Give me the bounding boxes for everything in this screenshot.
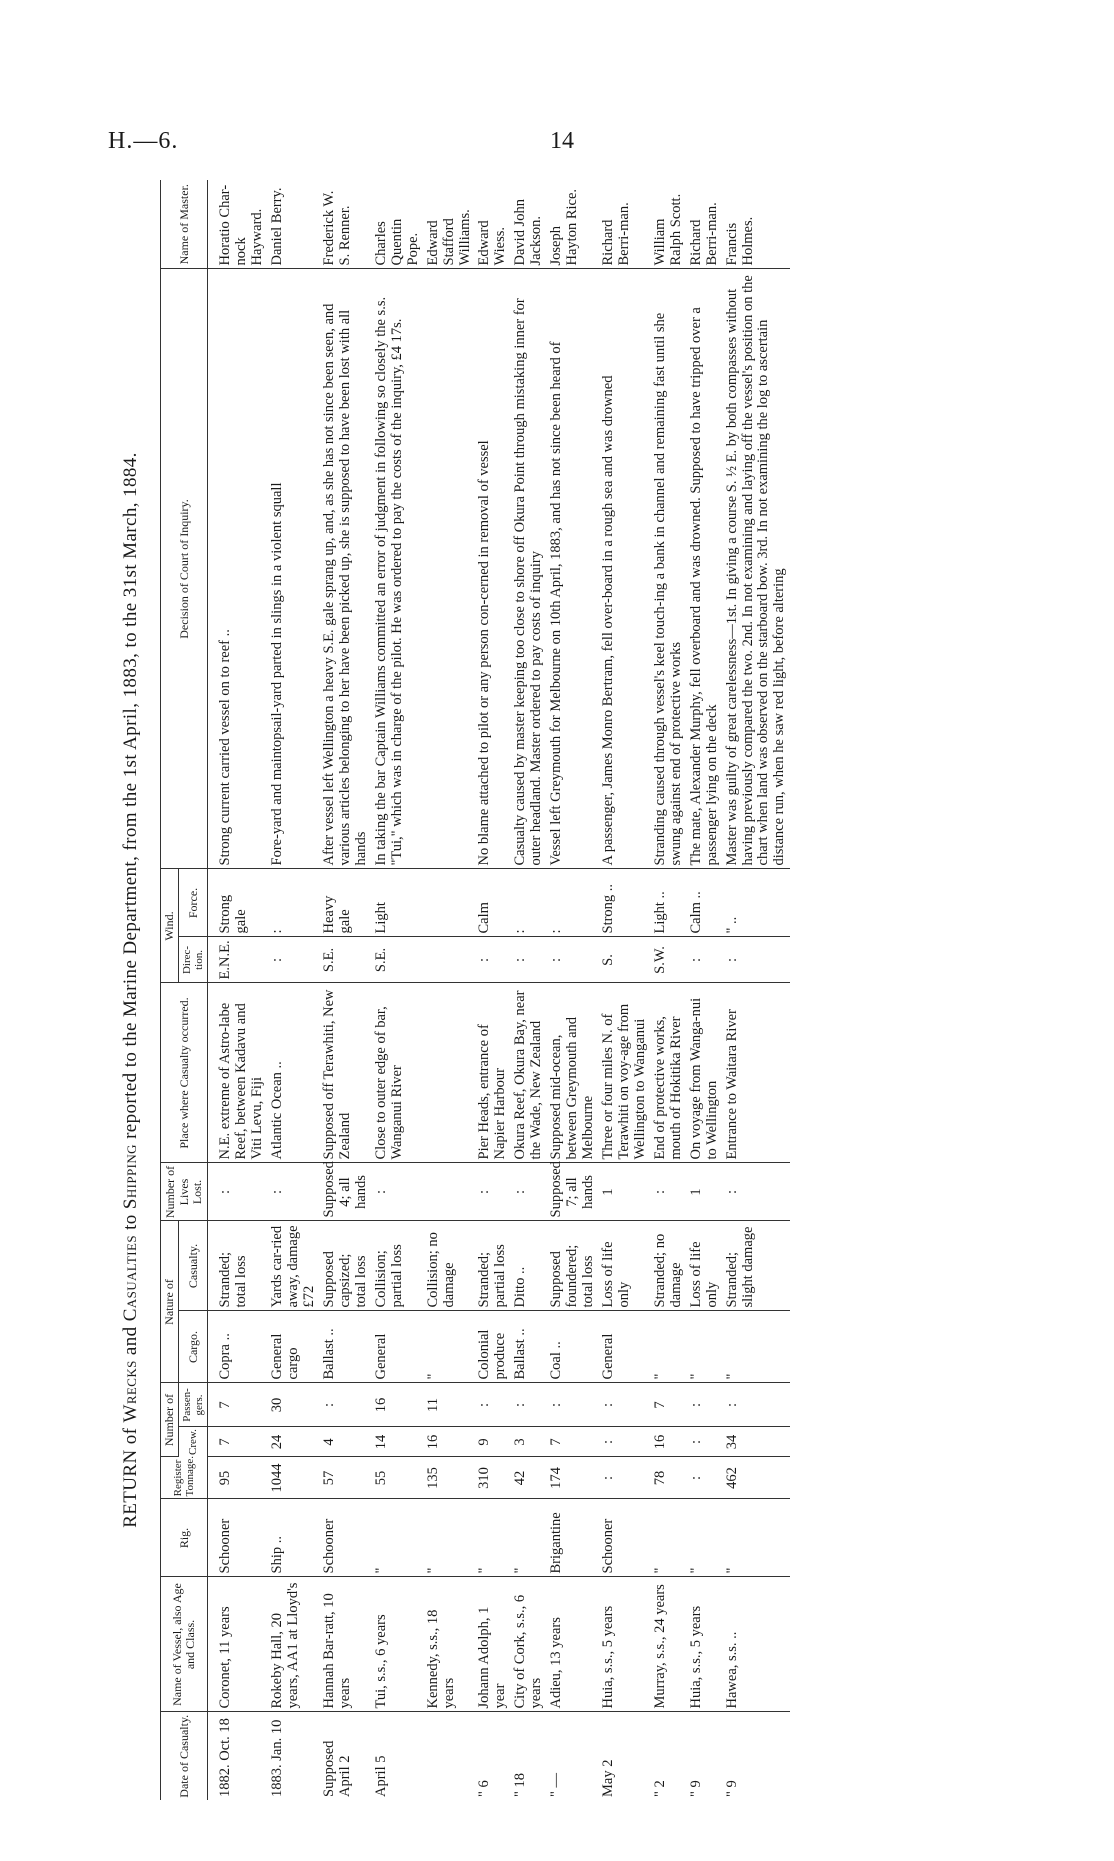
cell-date: 1882. Oct. 18: [217, 1718, 234, 1797]
cell-vessel: Rokeby Hall, 20 years, AA1 at Lloyd's: [268, 1577, 320, 1712]
cell-vessel: Murray, s.s., 24 years: [651, 1577, 687, 1712]
cell-passengers: :: [511, 1383, 547, 1427]
page-number: 14: [550, 128, 574, 154]
table-row: [687, 180, 723, 1800]
table-row: [475, 180, 511, 1800]
cell-tonnage: 78: [651, 1457, 687, 1499]
cell-master: Richard Berri-man.: [599, 180, 651, 269]
col-force: Force.: [179, 869, 208, 937]
cell-force: Strong gale: [208, 869, 268, 937]
cell-casualty: Stranded; partial loss: [475, 1221, 511, 1311]
cell-direction: :: [268, 937, 320, 983]
cell-vessel: Johann Adolph, 1 year: [475, 1577, 511, 1712]
cell-lives: :: [268, 1163, 320, 1221]
cell-crew: 9: [475, 1427, 511, 1457]
cell-lives: :: [372, 1163, 424, 1221]
cell-direction: :: [547, 937, 599, 983]
cell-rig: Schooner: [599, 1499, 651, 1577]
cell-passengers: 7: [208, 1383, 268, 1427]
cell-tonnage: 174: [547, 1457, 599, 1499]
cell-cargo: Colonial produce: [475, 1311, 511, 1383]
cell-cargo: ": [723, 1311, 791, 1383]
table-row: [424, 180, 476, 1800]
cell-rig: Brigantine: [547, 1499, 599, 1577]
cell-place: Supposed mid-ocean, between Greymouth and Melbourne: [547, 983, 599, 1163]
cell-tonnage: 95: [208, 1457, 268, 1499]
cell-place: Three or four miles N. of Terawhiti on voy-age from Wellington to Wanganui: [599, 983, 651, 1163]
col-nature-of: Nature of: [161, 1221, 179, 1383]
col-decision: Decision of Court of Inquiry.: [161, 269, 208, 869]
cell-lives: [424, 1163, 476, 1221]
cell-passengers: 11: [424, 1383, 476, 1427]
title-shipping: Shipping: [120, 1144, 141, 1210]
cell-force: Heavy gale: [320, 869, 372, 937]
cell-rig: ": [424, 1499, 476, 1577]
cell-vessel: Huia, s.s., 5 years: [687, 1577, 723, 1712]
cell-cargo: General: [599, 1311, 651, 1383]
col-date: Date of Casualty.: [161, 1712, 208, 1800]
cell-casualty: Yards car-ried away, damage £72: [268, 1221, 320, 1311]
cell-passengers: 30: [268, 1383, 320, 1427]
cell-lives: :: [651, 1163, 687, 1221]
cell-passengers: :: [687, 1383, 723, 1427]
cell-force: :: [511, 869, 547, 937]
cell-place: Close to outer edge of bar, Wanganui River: [372, 983, 424, 1163]
cell-decision: Strong current carried vessel on to reef ..: [208, 269, 268, 869]
cell-direction: S.E.: [372, 937, 424, 983]
cell-master: Charles Quentin Pope.: [372, 180, 424, 269]
cell-crew: 7: [547, 1427, 599, 1457]
cell-passengers: :: [547, 1383, 599, 1427]
cell-crew: :: [599, 1427, 651, 1457]
col-place: Place where Casualty occurred.: [161, 983, 208, 1163]
table-row: [372, 180, 424, 1800]
cell-tonnage: :: [599, 1457, 651, 1499]
cell-direction: [424, 937, 476, 983]
cell-date: " 6: [476, 1780, 493, 1797]
cell-cargo: ": [424, 1311, 476, 1383]
cell-rig: ": [651, 1499, 687, 1577]
cell-direction: S.W.: [651, 937, 687, 983]
rotated-return-table: [120, 180, 1052, 1800]
cell-place: End of protective works, mouth of Hokitika River: [651, 983, 687, 1163]
cell-cargo: General: [372, 1311, 424, 1383]
cell-date: Supposed April 2: [321, 1740, 353, 1797]
cell-vessel: City of Cork, s.s., 6 years: [511, 1577, 547, 1712]
cell-passengers: :: [475, 1383, 511, 1427]
title-casualties: Casualties: [120, 1235, 141, 1322]
col-wind: Wind.: [161, 869, 179, 983]
table-row: [320, 180, 372, 1800]
cell-decision: [424, 269, 476, 869]
cell-tonnage: 57: [320, 1457, 372, 1499]
cell-passengers: :: [320, 1383, 372, 1427]
cell-master: Daniel Berry.: [268, 180, 320, 269]
cell-crew: 16: [424, 1427, 476, 1457]
cell-vessel: Adieu, 13 years: [547, 1577, 599, 1712]
cell-crew: :: [687, 1427, 723, 1457]
cell-force: Calm ..: [687, 869, 723, 937]
table-row: [547, 180, 599, 1800]
cell-direction: :: [511, 937, 547, 983]
cell-date: 1883. Jan. 10: [269, 1719, 286, 1797]
cell-force: Strong ..: [599, 869, 651, 937]
cell-rig: ": [511, 1499, 547, 1577]
cell-place: Okura Reef, Okura Bay, near the Wade, New Zealand: [511, 983, 547, 1163]
cell-place: Supposed off Terawhiti, New Zealand: [320, 983, 372, 1163]
cell-lives: Supposed 7; all hands: [547, 1163, 599, 1221]
col-passengers: Passen-gers.: [179, 1383, 208, 1427]
cell-master: Francis Holmes.: [723, 180, 791, 269]
cell-lives: 1: [687, 1163, 723, 1221]
table-row: [268, 180, 320, 1800]
col-rig: Rig.: [161, 1499, 208, 1577]
cell-passengers: 16: [372, 1383, 424, 1427]
page-title: [120, 180, 142, 1800]
cell-direction: :: [475, 937, 511, 983]
cell-place: [424, 983, 476, 1163]
cell-place: Atlantic Ocean ..: [268, 983, 320, 1163]
wrecks-table: [160, 180, 790, 1800]
cell-decision: Stranding caused through vessel's keel touch-ing a bank in channel and remaining fast until she swung against end of protective works: [651, 269, 687, 869]
cell-place: On voyage from Wanga-nui to Wellington: [687, 983, 723, 1163]
cell-master: Joseph Hayton Rice.: [547, 180, 599, 269]
col-direction: Direc-tion.: [179, 937, 208, 983]
cell-vessel: Kennedy, s.s., 18 years: [424, 1577, 476, 1712]
cell-date: April 5: [372, 1755, 389, 1797]
cell-crew: 34: [723, 1427, 791, 1457]
cell-master: Frederick W. S. Renner.: [320, 180, 372, 269]
cell-lives: :: [511, 1163, 547, 1221]
cell-force: Light ..: [651, 869, 687, 937]
page-ref: H.—6.: [108, 128, 179, 154]
table-row: [599, 180, 651, 1800]
cell-vessel: Tui, s.s., 6 years: [372, 1577, 424, 1712]
cell-direction: :: [723, 937, 791, 983]
cell-lives: Supposed 4; all hands: [320, 1163, 372, 1221]
cell-rig: ": [372, 1499, 424, 1577]
table-row: [511, 180, 547, 1800]
cell-cargo: Ballast ..: [511, 1311, 547, 1383]
cell-place: Entrance to Waitara River: [723, 983, 791, 1163]
cell-tonnage: 55: [372, 1457, 424, 1499]
cell-crew: 16: [651, 1427, 687, 1457]
cell-tonnage: 462: [723, 1457, 791, 1499]
cell-casualty: Supposed foundered; total loss: [547, 1221, 599, 1311]
cell-tonnage: 42: [511, 1457, 547, 1499]
cell-lives: :: [723, 1163, 791, 1221]
cell-date: " 9: [687, 1780, 704, 1797]
cell-tonnage: 1044: [268, 1457, 320, 1499]
cell-date: [424, 1712, 476, 1800]
cell-rig: Schooner: [208, 1499, 268, 1577]
table-row: [651, 180, 687, 1800]
table-row: [723, 180, 791, 1800]
cell-direction: E.N.E.: [208, 937, 268, 983]
title-and: and: [120, 1321, 141, 1361]
cell-vessel: Huia, s.s., 5 years: [599, 1577, 651, 1712]
cell-cargo: Coal ..: [547, 1311, 599, 1383]
cell-cargo: Ballast ..: [320, 1311, 372, 1383]
cell-master: Edward Stafford Williams.: [424, 180, 476, 269]
cell-force: Calm: [475, 869, 511, 937]
cell-casualty: Supposed capsized; total loss: [320, 1221, 372, 1311]
cell-rig: ": [475, 1499, 511, 1577]
cell-decision: No blame attached to pilot or any person con-cerned in removal of vessel: [475, 269, 511, 869]
cell-casualty: Stranded; slight damage: [723, 1221, 791, 1311]
cell-master: William Ralph Scott.: [651, 180, 687, 269]
cell-lives: :: [208, 1163, 268, 1221]
cell-date: " —: [548, 1772, 565, 1797]
cell-tonnage: 310: [475, 1457, 511, 1499]
cell-rig: ": [687, 1499, 723, 1577]
cell-decision: Master was guilty of great carelessness—1st. In giving a course S. ½ E. by both compasses without having previously compared the two. 2nd. In not examining and laying off the vessel's position on the chart when land was observed on the starboard bow. 3rd. In not examining the log to ascertain distance run, when he saw red light, before altering: [723, 269, 791, 869]
cell-cargo: General cargo: [268, 1311, 320, 1383]
cell-casualty: Loss of life only: [687, 1221, 723, 1311]
table-row: [208, 180, 268, 1800]
cell-vessel: Coronet, 11 years: [208, 1577, 268, 1712]
col-crew: Crew.: [179, 1427, 208, 1457]
cell-cargo: ": [687, 1311, 723, 1383]
cell-force: [424, 869, 476, 937]
cell-crew: 24: [268, 1427, 320, 1457]
cell-passengers: 7: [651, 1383, 687, 1427]
cell-date: May 2: [600, 1759, 616, 1797]
cell-cargo: ": [651, 1311, 687, 1383]
table-body: [208, 180, 790, 1800]
col-cargo: Cargo.: [179, 1311, 208, 1383]
cell-decision: A passenger, James Monro Bertram, fell over-board in a rough sea and was drowned: [599, 269, 651, 869]
title-post: reported to the Marine Department, from the 1st April, 1883, to the 31st March, 1884.: [120, 452, 141, 1145]
cell-passengers: :: [599, 1383, 651, 1427]
cell-passengers: :: [723, 1383, 791, 1427]
cell-master: David John Jackson.: [511, 180, 547, 269]
cell-casualty: Stranded; no damage: [651, 1221, 687, 1311]
cell-casualty: Collision; partial loss: [372, 1221, 424, 1311]
cell-crew: 4: [320, 1427, 372, 1457]
cell-place: N.E. extreme of Astro-labe Reef, between Kadavu and Viti Levu, Fiji: [208, 983, 268, 1163]
cell-vessel: Hawea, s.s. ..: [723, 1577, 791, 1712]
cell-tonnage: :: [687, 1457, 723, 1499]
cell-lives: :: [475, 1163, 511, 1221]
cell-cargo: Copra ..: [208, 1311, 268, 1383]
cell-decision: Vessel left Greymouth for Melbourne on 10th April, 1883, and has not since been heard of: [547, 269, 599, 869]
cell-casualty: Ditto ..: [511, 1221, 547, 1311]
cell-direction: S.E.: [320, 937, 372, 983]
col-casualty: Casualty.: [179, 1221, 208, 1311]
cell-master: Richard Berri-man.: [687, 180, 723, 269]
cell-decision: In taking the bar Captain Williams committed an error of judgment in following so closely the s.s. "Tui," which was in charge of the pilot. He was ordered to pay the costs of the inquiry, £4 17s.: [372, 269, 424, 869]
cell-crew: 14: [372, 1427, 424, 1457]
cell-force: " ..: [723, 869, 791, 937]
col-master: Name of Master.: [161, 180, 208, 269]
cell-force: :: [547, 869, 599, 937]
cell-decision: Fore-yard and maintopsail-yard parted in slings in a violent squall: [268, 269, 320, 869]
title-pre: RETURN of: [120, 1422, 141, 1528]
cell-rig: Schooner: [320, 1499, 372, 1577]
col-number-of: Number of: [161, 1383, 179, 1457]
col-tonnage: Register Tonnage.: [161, 1457, 208, 1499]
cell-tonnage: 135: [424, 1457, 476, 1499]
cell-direction: :: [687, 937, 723, 983]
cell-decision: The mate, Alexander Murphy, fell overboard and was drowned. Supposed to have tripped over a passenger lying on the deck: [687, 269, 723, 869]
cell-direction: S.: [599, 937, 651, 983]
cell-decision: After vessel left Wellington a heavy S.E. gale sprang up, and, as she has not since been seen, and various articles belonging to her have been picked up, she is supposed to have been lost with all hands: [320, 269, 372, 869]
cell-decision: Casualty caused by master keeping too close to shore off Okura Point through mistaking inner for outer headland. Master ordered to pay costs of inquiry: [511, 269, 547, 869]
col-lives: Number of Lives Lost.: [161, 1163, 208, 1221]
cell-force: :: [268, 869, 320, 937]
cell-date: " 2: [651, 1780, 668, 1797]
cell-master: Horatio Char-nock Hayward.: [208, 180, 268, 269]
cell-date: " 9: [723, 1780, 740, 1797]
col-vessel: Name of Vessel, also Age and Class.: [161, 1577, 208, 1712]
cell-master: Edward Wiess.: [475, 180, 511, 269]
cell-crew: 3: [511, 1427, 547, 1457]
cell-casualty: Stranded; total loss: [208, 1221, 268, 1311]
cell-rig: Ship ..: [268, 1499, 320, 1577]
cell-lives: 1: [599, 1163, 651, 1221]
cell-rig: ": [723, 1499, 791, 1577]
cell-place: Pier Heads, entrance of Napier Harbour: [475, 983, 511, 1163]
title-to: to: [120, 1209, 141, 1236]
title-wrecks: Wrecks: [120, 1360, 141, 1423]
cell-crew: 7: [208, 1427, 268, 1457]
cell-force: Light: [372, 869, 424, 937]
cell-casualty: Collision; no damage: [424, 1221, 476, 1311]
cell-casualty: Loss of life only: [599, 1221, 651, 1311]
cell-vessel: Hannah Bar-ratt, 10 years: [320, 1577, 372, 1712]
cell-date: " 18: [512, 1772, 529, 1797]
